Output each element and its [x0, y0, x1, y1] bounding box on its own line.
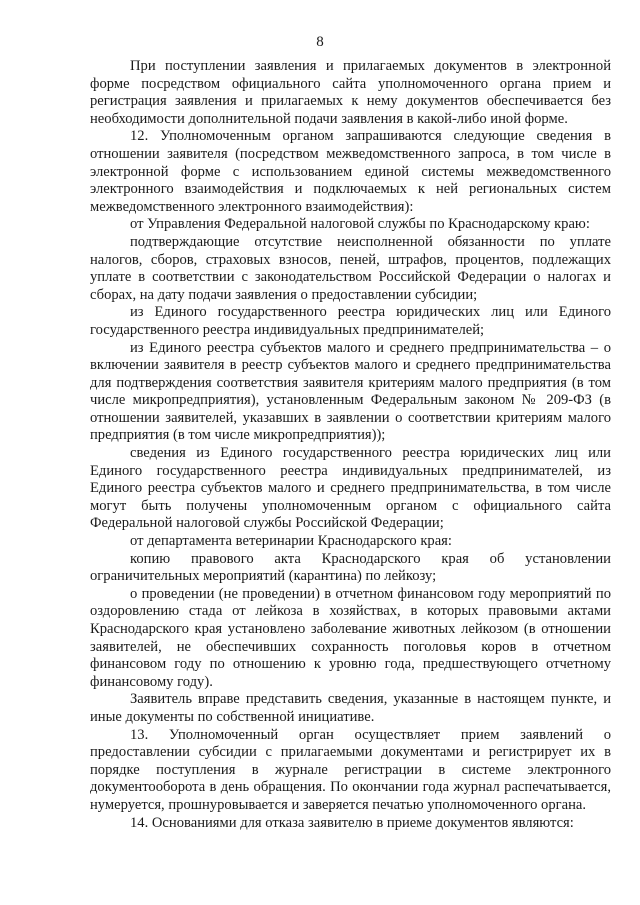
- paragraph-registry-info: сведения из Единого государственного реестра юридических лиц или Единого государственного реестра индивидуальных предпринимателей, из Единого реестра субъектов малого и среднего предпринимательства, в том числе могут быть получены уполномоченным органом с официального сайта Федеральной налоговой службы Российской Федерации;: [90, 445, 611, 532]
- paragraph-veterinary-dept: от департамента ветеринарии Краснодарского края:: [130, 533, 452, 550]
- paragraph-leukosis-measures: о проведении (не проведении) в отчетном финансовом году мероприятий по оздоровлению стада от лейкоза в хозяйствах, в которых правовыми актами Краснодарского края установлено заболевание животных лейкозом (в отношении заявителей, не обеспечивших сохранность поголовья коров в отчетном финансовом году по отношению к уровню года, предшествующего отчетному финансовому году).: [90, 585, 611, 690]
- document-body: [90, 58, 611, 832]
- paragraph-item-13: 13. Уполномоченный орган осуществляет прием заявлений о предоставлении субсидии с прилагаемыми документами и регистрирует их в порядке поступления в журнале регистрации в системе электронного документооборота в день обращения. По окончании года журнал распечатывается, нумеруется, прошнуровывается и заверяется печатью уполномоченного органа.: [90, 726, 611, 813]
- paragraph-item-12: 12. Уполномоченным органом запрашиваются следующие сведения в отношении заявителя (посредством межведомственного запроса, в том числе в электронной форме с использованием единой системы межведомственного электронного взаимодействия и подключаемых к ней региональных систем межведомственного электронного взаимодействия):: [90, 128, 611, 215]
- paragraph-item-14: 14. Основаниями для отказа заявителю в приеме документов являются:: [130, 814, 574, 831]
- paragraph-tax-service: от Управления Федеральной налоговой службы по Краснодарскому краю:: [130, 216, 590, 233]
- paragraph-egrul-egrip: из Единого государственного реестра юридических лиц или Единого государственного реестра индивидуальных предпринимателей;: [90, 304, 611, 338]
- paragraph-quarantine-act: копию правового акта Краснодарского края об установлении ограничительных мероприятий (карантина) по лейкозу;: [90, 550, 611, 585]
- paragraph-sme-registry: из Единого реестра субъектов малого и среднего предпринимательства – о включении заявителя в реестр субъектов малого и среднего предпринимательства для подтверждения соответствия заявителя критериям малого предприятия (в том числе микропредприятия), установленным Федеральным законом № 209-ФЗ (в отношении заявителей, указавших в заявлении о соответствии критериям малого предприятия (в том числе микропредприятия));: [90, 339, 611, 444]
- paragraph-applicant-right: Заявитель вправе представить сведения, указанные в настоящем пункте, и иные документы по собственной инициативе.: [90, 691, 611, 725]
- paragraph-tax-obligations: подтверждающие отсутствие неисполненной обязанности по уплате налогов, сборов, страховых взносов, пеней, штрафов, процентов, подлежащих уплате в соответствии с законодательством Российской Федерации о налогах и сборах, на дату подачи заявления о предоставлении субсидии;: [90, 233, 611, 303]
- paragraph-electronic-submission: При поступлении заявления и прилагаемых документов в электронной форме посредством официального сайта уполномоченного органа прием и регистрация заявления и прилагаемых к нему документов обеспечивается без необходимости дополнительной подачи заявления в какой-либо иной форме.: [90, 58, 611, 127]
- page-number: 8: [316, 34, 324, 50]
